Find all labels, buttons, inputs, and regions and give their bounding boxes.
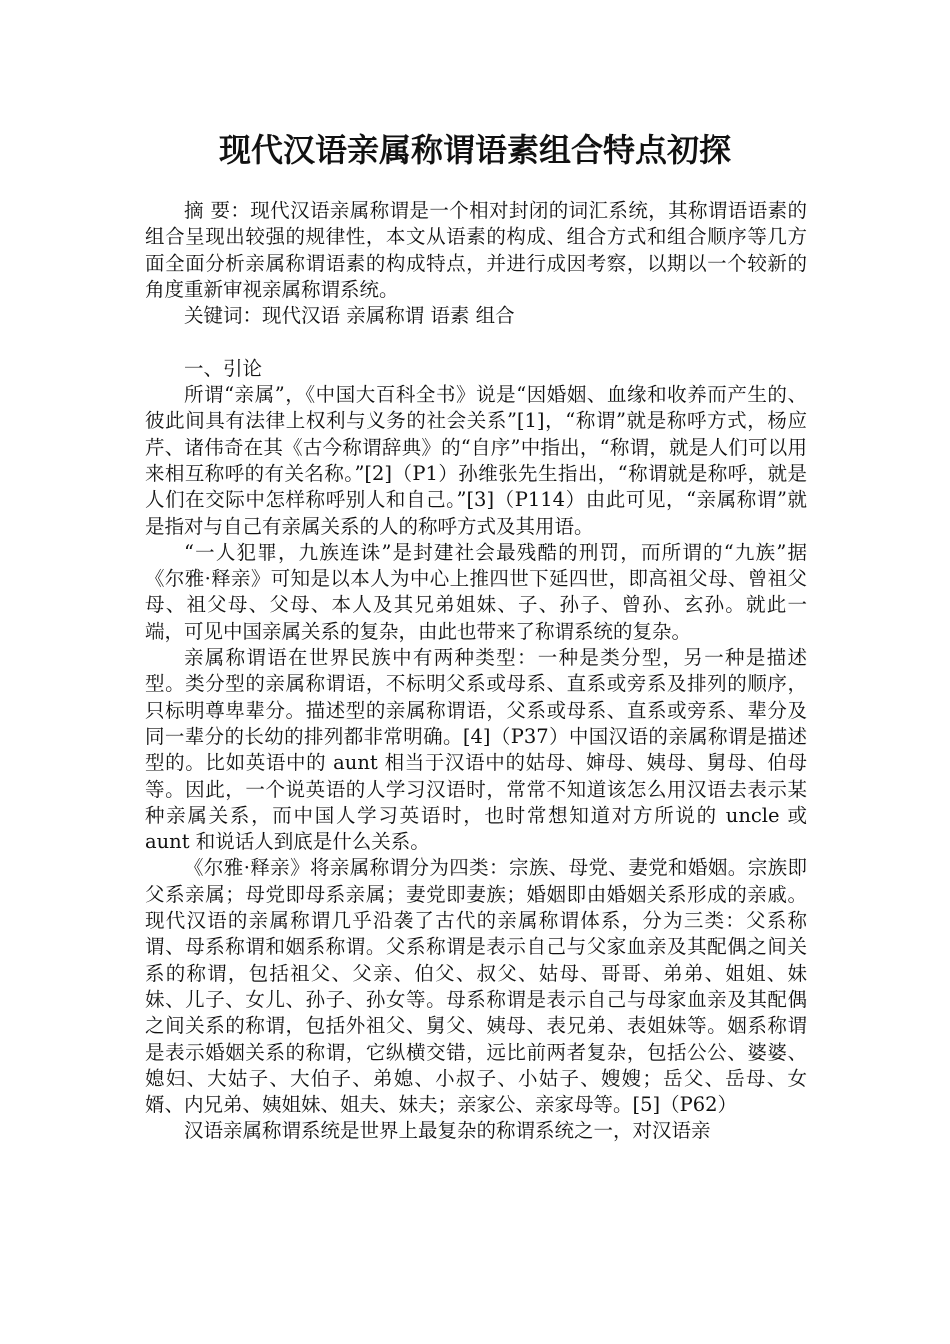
body-paragraph: 所谓“亲属”，《中国大百科全书》说是“因婚姻、血缘和收养而产生的、彼此间具有法律上权利与义务的社会关系”[1]，“称谓”就是称呼方式，杨应芹、诸伟奇在其《古今称谓辞典》的“自序”中指出，“称谓，就是人们可以用来相互称呼的有关名称。”[2]（P1）孙维张先生指出，“称谓就是称呼，就是人们在交际中怎样称呼别人和自己。”[3]（P114）由此可见，“亲属称谓”就是指对与自己有亲属关系的人的称呼方式及其用语。 xyxy=(145,383,807,538)
blank-line xyxy=(145,329,807,355)
body-paragraph: 《尔雅·释亲》将亲属称谓分为四类：宗族、母党、妻党和婚姻。宗族即父系亲属；母党即母系亲属；妻党即妻族；婚姻即由婚姻关系形成的亲戚。现代汉语的亲属称谓几乎沿袭了古代的亲属称谓体系，分为三类：父系称谓、母系称谓和姻系称谓。父系称谓是表示自己与父家血亲及其配偶之间关系的称谓，包括祖父、父亲、伯父、叔父、姑母、哥哥、弟弟、姐姐、妹妹、儿子、女儿、孙子、孙女等。母系称谓是表示自己与母家血亲及其配偶之间关系的称谓，包括外祖父、舅父、姨母、表兄弟、表姐妹等。姻系称谓是表示婚姻关系的称谓，它纵横交错，远比前两者复杂，包括公公、婆婆、媳妇、大姑子、大伯子、弟媳、小叔子、小姑子、嫂嫂；岳父、岳母、女婿、内兄弟、姨姐妹、姐夫、妹夫；亲家公、亲家母等。[5]（P62） xyxy=(145,856,807,1117)
keywords-line: 关键词：现代汉语 亲属称谓 语素 组合 xyxy=(184,304,515,328)
body-paragraph: 汉语亲属称谓系统是世界上最复杂的称谓系统之一，对汉语亲 xyxy=(184,1119,711,1143)
document-title: 现代汉语亲属称谓语素组合特点初探 xyxy=(218,131,731,169)
body-paragraph: 亲属称谓语在世界民族中有两种类型：一种是类分型，另一种是描述型。类分型的亲属称谓语，不标明父系或母系、直系或旁系及排列的顺序，只标明尊卑辈分。描述型的亲属称谓语，父系或母系、直系或旁系、辈分及同一辈分的长幼的排列都非常明确。[4]（P37）中国汉语的亲属称谓是描述型的。比如英语中的 aunt 相当于汉语中的姑母、婶母、姨母、舅母、伯母等。因此，一个说英语的人学习汉语时，常常不知道该怎么用汉语去表示某种亲属关系，而中国人学习英语时，也时常想知道对方所说的 uncle 或 aunt 和说话人到底是什么关系。 xyxy=(145,646,807,854)
abstract-paragraph: 摘 要：现代汉语亲属称谓是一个相对封闭的词汇系统，其称谓语语素的组合呈现出较强的规律性，本文从语素的构成、组合方式和组合顺序等几方面全面分析亲属称谓语素的构成特点，并进行成因考察，以期以一个较新的角度重新审视亲属称谓系统。 xyxy=(145,199,807,301)
document-body xyxy=(145,198,807,1145)
section-heading: 一、引论 xyxy=(184,356,263,380)
body-paragraph: “一人犯罪，九族连诛”是封建社会最残酷的刑罚，而所谓的“九族”据《尔雅·释亲》可知是以本人为中心上推四世下延四世，即高祖父母、曾祖父母、祖父母、父母、本人及其兄弟姐妹、子、孙子、曾孙、玄孙。就此一端，可见中国亲属关系的复杂，由此也带来了称谓系统的复杂。 xyxy=(145,540,807,643)
